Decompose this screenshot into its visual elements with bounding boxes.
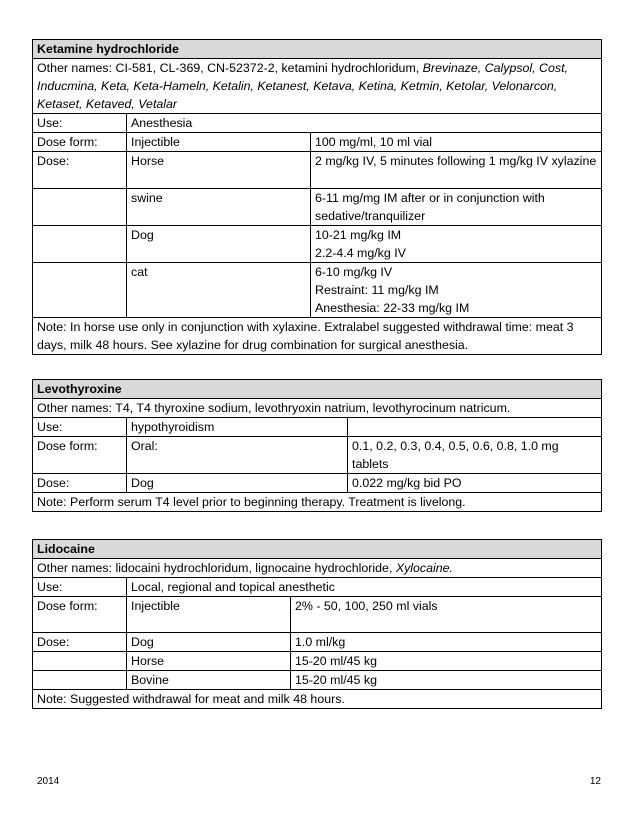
levothyroxine-use-row <box>33 418 602 437</box>
ketamine-dose-row <box>33 189 602 226</box>
ketamine-dose-empty <box>33 189 127 226</box>
lidocaine-dose-species: Horse <box>127 652 291 671</box>
levothyroxine-dose-form-detail: 0.1, 0.2, 0.3, 0.4, 0.5, 0.6, 0.8, 1.0 mg tablets <box>348 437 602 474</box>
dose-line: Anesthesia: 22-33 mg/kg IM <box>315 301 470 315</box>
ketamine-brand-names: Brevinaze, Calypsol, Cost, Inducmina, Keta, Keta-Hameln, Ketalin, Ketanest, Ketava, Ketina, Ketmin, Ketolar, Velonarcon, Ketaset, Ketaved, Vetalar <box>37 61 568 111</box>
lidocaine-use-value: Local, regional and topical anesthetic <box>127 578 602 597</box>
levothyroxine-dose-label: Dose: <box>33 474 127 493</box>
page-number: 12 <box>589 776 601 787</box>
ketamine-use-value: Anesthesia <box>127 114 602 133</box>
lidocaine-note-row <box>33 690 602 709</box>
ketamine-other-names <box>33 59 602 114</box>
lidocaine-dose-form-detail: 2% - 50, 100, 250 ml vials <box>291 597 602 633</box>
levothyroxine-use-label: Use: <box>33 418 127 437</box>
levothyroxine-table <box>32 379 602 512</box>
ketamine-dose-form-label: Dose form: <box>33 133 127 152</box>
levothyroxine-dose-form-label: Dose form: <box>33 437 127 474</box>
lidocaine-brand-name: Xylocaine. <box>395 561 453 575</box>
ketamine-dose-row <box>33 152 602 189</box>
ketamine-use-row <box>33 114 602 133</box>
lidocaine-dose-value: 15-20 ml/45 kg <box>291 652 602 671</box>
ketamine-dose-empty <box>33 226 127 263</box>
dose-line: 6-11 mg/mg IM after or in conjunction with sedative/tranquilizer <box>315 191 545 223</box>
levothyroxine-title: Levothyroxine <box>33 380 602 399</box>
ketamine-other-names-row <box>33 59 602 114</box>
lidocaine-table <box>32 539 602 709</box>
levothyroxine-use-empty <box>348 418 602 437</box>
levothyroxine-dose-species: Dog <box>127 474 348 493</box>
ketamine-dose-value <box>311 263 602 318</box>
lidocaine-other-names-row <box>33 559 602 578</box>
lidocaine-dose-label: Dose: <box>33 633 127 652</box>
lidocaine-use-label: Use: <box>33 578 127 597</box>
ketamine-title: Ketamine hydrochloride <box>33 40 602 59</box>
ketamine-dose-row <box>33 263 602 318</box>
lidocaine-dose-form-value: Injectible <box>127 597 291 633</box>
lidocaine-title-row <box>33 540 602 559</box>
dose-line: 2 mg/kg IV, 5 minutes following 1 mg/kg IV xylazine <box>315 154 597 168</box>
lidocaine-other-names-prefix: Other names: lidocaini hydrochloridum, lignocaine hydrochloride, <box>37 561 396 575</box>
ketamine-dose-empty <box>33 263 127 318</box>
ketamine-dose-species: swine <box>127 189 311 226</box>
lidocaine-dose-empty <box>33 671 127 690</box>
ketamine-dose-form-value: Injectible <box>127 133 311 152</box>
dose-line: Restraint: 11 mg/kg IM <box>315 283 439 297</box>
dose-line: 2.2-4.4 mg/kg IV <box>315 246 406 260</box>
ketamine-table <box>32 39 602 355</box>
lidocaine-dose-species: Dog <box>127 633 291 652</box>
levothyroxine-other-names-row <box>33 399 602 418</box>
dose-line: 6-10 mg/kg IV <box>315 265 393 279</box>
ketamine-dose-species: cat <box>127 263 311 318</box>
levothyroxine-dose-form-row <box>33 437 602 474</box>
levothyroxine-title-row <box>33 380 602 399</box>
lidocaine-dose-form-row <box>33 597 602 633</box>
levothyroxine-other-names: Other names: T4, T4 thyroxine sodium, levothryoxin natrium, levothyrocinum natricum. <box>33 399 602 418</box>
lidocaine-note: Note: Suggested withdrawal for meat and milk 48 hours. <box>33 690 602 709</box>
lidocaine-dose-value: 1.0 ml/kg <box>291 633 602 652</box>
levothyroxine-dose-value: 0.022 mg/kg bid PO <box>348 474 602 493</box>
lidocaine-dose-value: 15-20 ml/45 kg <box>291 671 602 690</box>
lidocaine-dose-species: Bovine <box>127 671 291 690</box>
ketamine-dose-value <box>311 152 602 189</box>
ketamine-dose-value <box>311 226 602 263</box>
lidocaine-dose-empty <box>33 652 127 671</box>
ketamine-other-names-prefix: Other names: CI-581, CL-369, CN-52372-2, ketamini hydrochloridum, <box>37 61 423 75</box>
lidocaine-other-names <box>33 559 602 578</box>
footer-year: 2014 <box>37 776 60 787</box>
lidocaine-dose-form-label: Dose form: <box>33 597 127 633</box>
levothyroxine-use-value: hypothyroidism <box>127 418 348 437</box>
levothyroxine-note: Note: Perform serum T4 level prior to beginning therapy. Treatment is livelong. <box>33 493 602 512</box>
levothyroxine-dose-row <box>33 474 602 493</box>
ketamine-dose-species: Horse <box>127 152 311 189</box>
ketamine-title-row <box>33 40 602 59</box>
lidocaine-dose-row <box>33 633 602 652</box>
ketamine-note-row <box>33 318 602 355</box>
levothyroxine-dose-form-value: Oral: <box>127 437 348 474</box>
ketamine-dose-row <box>33 226 602 263</box>
ketamine-dose-form-row <box>33 133 602 152</box>
ketamine-use-label: Use: <box>33 114 127 133</box>
ketamine-dose-form-detail: 100 mg/ml, 10 ml vial <box>311 133 602 152</box>
lidocaine-use-row <box>33 578 602 597</box>
lidocaine-dose-row <box>33 671 602 690</box>
ketamine-dose-species: Dog <box>127 226 311 263</box>
lidocaine-dose-row <box>33 652 602 671</box>
ketamine-note: Note: In horse use only in conjunction with xylaxine. Extralabel suggested withdrawal time: meat 3 days, milk 48 hours. See xylazine for drug combination for surgical anesthesia. <box>33 318 602 355</box>
ketamine-dose-label: Dose: <box>33 152 127 189</box>
lidocaine-title: Lidocaine <box>33 540 602 559</box>
ketamine-dose-value <box>311 189 602 226</box>
levothyroxine-note-row <box>33 493 602 512</box>
dose-line: 10-21 mg/kg IM <box>315 228 402 242</box>
